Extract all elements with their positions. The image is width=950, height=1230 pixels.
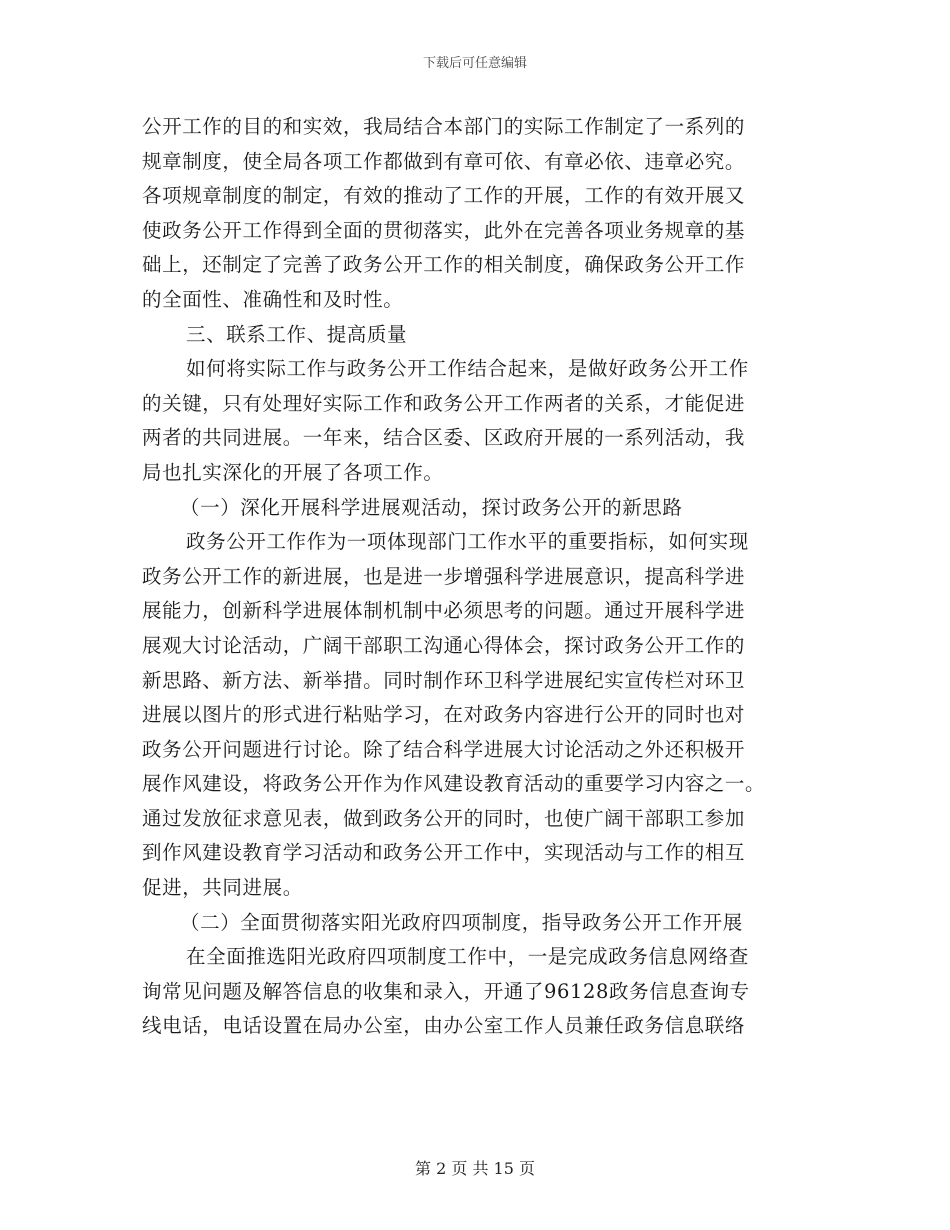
section-heading: 三、联系工作、提高质量: [186, 322, 408, 346]
paragraph-line: 础上，还制定了完善了政务公开工作的相关制度，确保政务公开工作: [142, 253, 746, 277]
paragraph-line: 询常见问题及解答信息的收集和录入，开通了96128政务信息查询专: [142, 979, 750, 1003]
paragraph-line: 通过发放征求意见表，做到政务公开的同时，也使广阔干部职工参加: [142, 806, 746, 830]
paragraph-line: 进展以图片的形式进行粘贴学习，在对政务内容进行公开的同时也对: [142, 703, 746, 727]
paragraph-line: 规章制度，使全局各项工作都做到有章可依、有章必依、违章必究。: [142, 149, 746, 173]
paragraph-line: 展观大讨论活动，广阔干部职工沟通心得体会，探讨政务公开工作的: [142, 633, 746, 657]
paragraph-line: 的关键，只有处理好实际工作和政务公开工作两者的关系，才能促进: [142, 391, 746, 415]
paragraph-line: 公开工作的目的和实效，我局结合本部门的实际工作制定了一系列的: [142, 115, 746, 138]
document-body: [142, 110, 818, 1044]
paragraph-line: 展能力，创新科学进展体制机制中必须思考的问题。通过开展科学进: [142, 599, 746, 623]
paragraph-line: 在全面推选阳光政府四项制度工作中，一是完成政务信息网络查: [186, 945, 749, 969]
paragraph-line: 局也扎实深化的开展了各项工作。: [142, 460, 444, 484]
page-number-footer: 第 2 页 共 15 页: [415, 1159, 535, 1178]
page-header-note: 下载后可任意编辑: [422, 56, 527, 71]
paragraph-line: 到作风建设教育学习活动和政务公开工作中，实现活动与工作的相互: [142, 841, 746, 865]
paragraph-line: 政务公开问题进行讨论。除了结合科学进展大讨论活动之外还积极开: [142, 737, 746, 761]
paragraph-line: 线电话，电话设置在局办公室，由办公室工作人员兼任政务信息联络: [142, 1014, 746, 1038]
paragraph-line: 各项规章制度的制定，有效的推动了工作的开展，工作的有效开展又: [142, 184, 746, 208]
paragraph-line: 政务公开工作的新进展，也是进一步增强科学进展意识，提高科学进: [142, 564, 746, 588]
paragraph-line: 两者的共同进展。一年来，结合区委、区政府开展的一系列活动，我: [142, 426, 746, 450]
subsection-heading: （一）深化开展科学进展观活动，探讨政务公开的新思路: [180, 495, 683, 519]
paragraph-line: 政务公开工作作为一项体现部门工作水平的重要指标，如何实现: [186, 530, 749, 554]
paragraph-line: 的全面性、准确性和及时性。: [142, 287, 404, 311]
paragraph-line: 新思路、新方法、新举措。同时制作环卫科学进展纪实宣传栏对环卫: [142, 668, 746, 692]
paragraph-line: 如何将实际工作与政务公开工作结合起来，是做好政务公开工作: [186, 357, 749, 381]
subsection-heading: （二）全面贯彻落实阳光政府四项制度，指导政务公开工作开展: [180, 910, 743, 934]
paragraph-line: 促进，共同进展。: [142, 876, 303, 900]
paragraph-line: 使政务公开工作得到全面的贯彻落实，此外在完善各项业务规章的基: [142, 218, 746, 242]
paragraph-line: 展作风建设，将政务公开作为作风建设教育活动的重要学习内容之一。: [142, 772, 766, 796]
